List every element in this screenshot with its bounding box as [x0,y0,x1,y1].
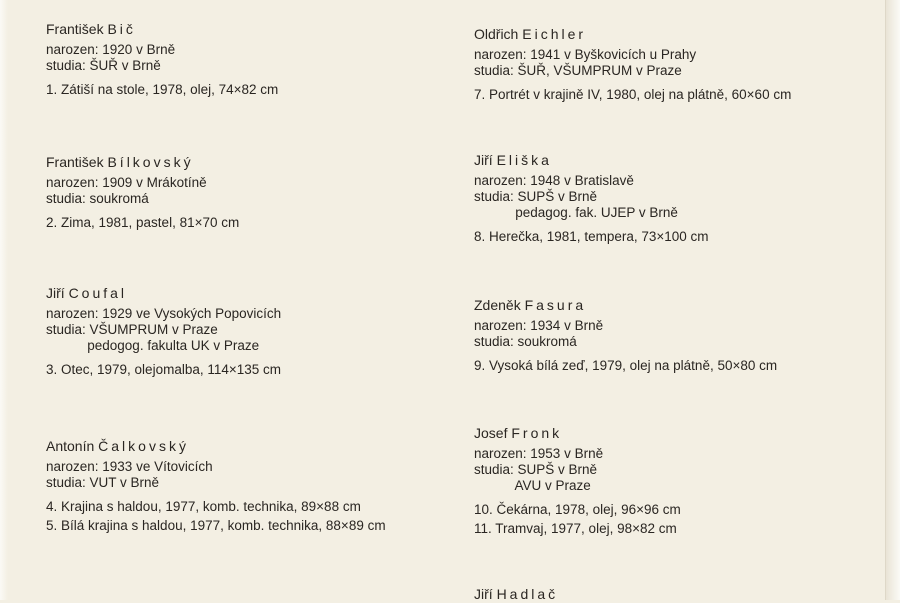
artist-info [474,446,894,494]
artist-name: Jiří Eliška [474,152,552,168]
artist-entry [474,585,894,603]
work-item: 2. Zima, 1981, pastel, 81×70 cm [46,215,240,230]
birth-line: narozen: 1953 v Brně [474,446,604,461]
works-list [474,358,894,374]
birth-line: narozen: 1909 v Mrákotíně [46,175,207,190]
artist-entry [46,153,466,234]
studies-line: pedagog. fak. UJEP v Brně [474,205,678,220]
artist-entry [474,424,894,540]
works-list [46,499,466,534]
page-spine-edge [885,0,900,600]
birth-line: narozen: 1934 v Brně [474,318,604,333]
works-list [474,502,894,537]
studies-line: studia: ŠUŘ, VŠUMPRUM v Praze [474,63,682,78]
artist-name: František Bič [46,21,136,37]
studies-line: AVU v Praze [474,478,591,493]
work-item: 5. Bílá krajina s haldou, 1977, komb. technika, 88×89 cm [46,518,386,533]
studies-line: studia: SUPŠ v Brně [474,189,598,204]
works-list [474,87,894,103]
studies-line: studia: VUT v Brně [46,475,160,490]
work-item: 4. Krajina s haldou, 1977, komb. technika, 89×88 cm [46,499,361,514]
studies-line: studia: VŠUMPRUM v Praze [46,322,218,337]
birth-line: narozen: 1920 v Brně [46,42,176,57]
work-item: 3. Otec, 1979, olejomalba, 114×135 cm [46,362,282,377]
artist-info [46,459,466,491]
artist-entry [46,284,466,381]
studies-line: studia: ŠUŘ v Brně [46,58,161,73]
artist-name: Oldřich Eichler [474,26,587,42]
work-item: 1. Zátiší na stole, 1978, olej, 74×82 cm [46,82,279,97]
work-item: 7. Portrét v krajině IV, 1980, olej na plátně, 60×60 cm [474,87,792,102]
artist-info [46,42,466,74]
artist-entry [474,296,894,377]
birth-line: narozen: 1929 ve Vysokých Popovicích [46,306,282,321]
work-item: 8. Herečka, 1981, tempera, 73×100 cm [474,229,709,244]
artist-entry [46,437,466,537]
birth-line: narozen: 1941 v Byškovicích u Prahy [474,47,697,62]
artist-name: Antonín Čalkovský [46,438,189,454]
studies-line: studia: soukromá [46,191,149,206]
work-item: 9. Vysoká bílá zeď, 1979, olej na plátně, 50×80 cm [474,358,778,373]
artist-entry [474,25,894,106]
studies-line: pedogog. fakulta UK v Praze [46,338,260,353]
artist-name: František Bílkovský [46,154,194,170]
work-item: 11. Tramvaj, 1977, olej, 98×82 cm [474,521,677,536]
works-list [46,215,466,231]
work-item: 10. Čekárna, 1978, olej, 96×96 cm [474,502,681,517]
artist-info [474,173,894,221]
studies-line: studia: SUPŠ v Brně [474,462,598,477]
artist-entry [474,151,894,248]
studies-line: studia: soukromá [474,334,577,349]
artist-info [474,47,894,79]
works-list [474,229,894,245]
artist-info [46,306,466,354]
works-list [46,82,466,98]
works-list [46,362,466,378]
artist-name: Jiří Coufal [46,285,128,301]
artist-name: Jiří Hadlač [474,586,559,602]
artist-info [46,175,466,207]
artist-name: Zdeněk Fasura [474,297,587,313]
birth-line: narozen: 1948 v Bratislavě [474,173,634,188]
page-left-edge [0,0,8,600]
artist-name: Josef Fronk [474,425,563,441]
artist-info [474,318,894,350]
artist-entry [46,20,466,101]
birth-line: narozen: 1933 ve Vítovicích [46,459,213,474]
